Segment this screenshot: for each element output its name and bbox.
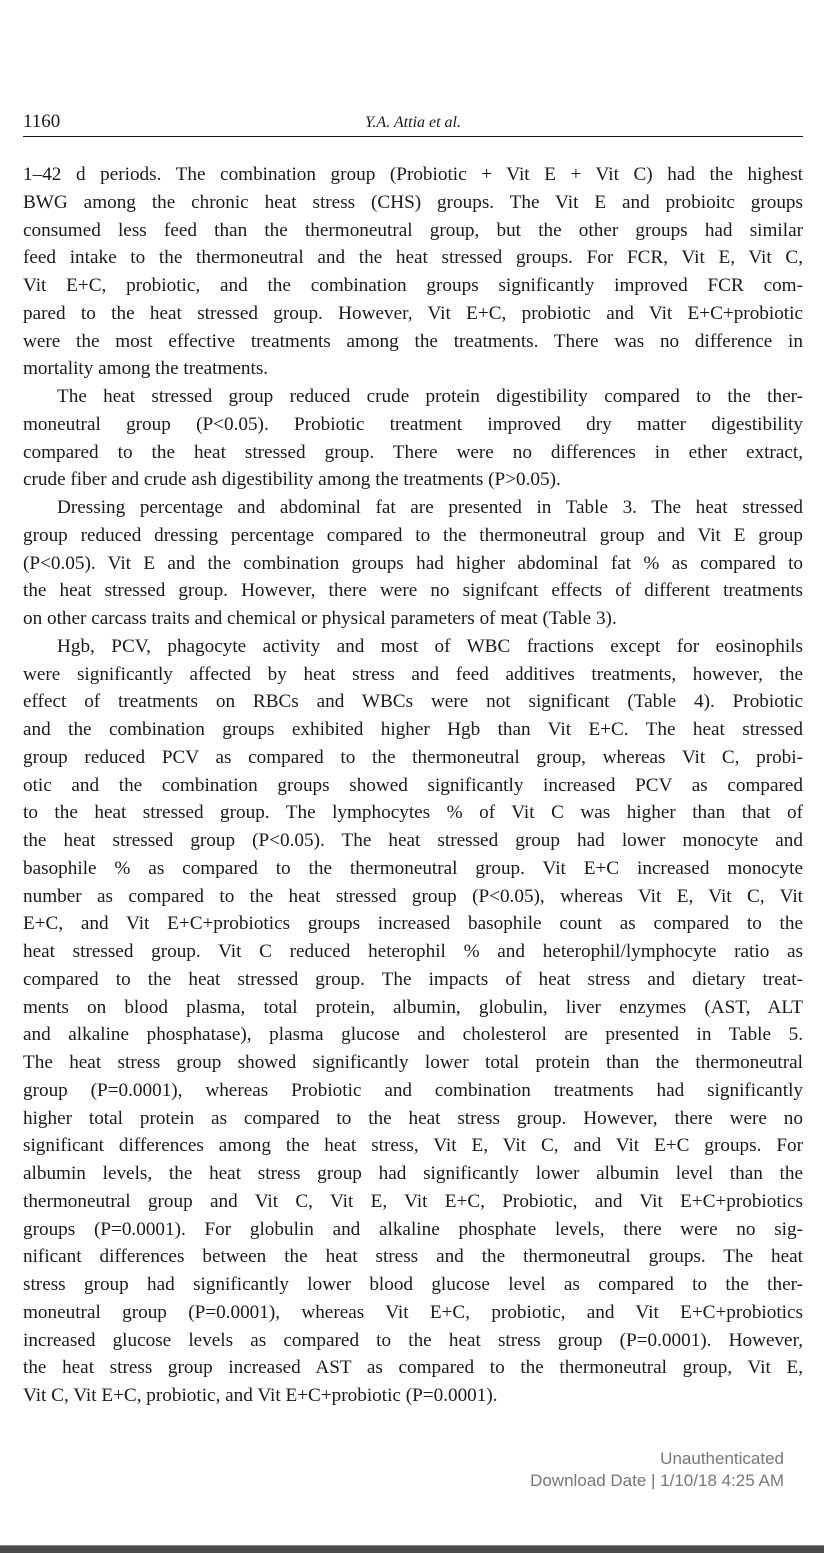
text-line: group reduced dressing percentage compared to the thermoneutral group and Vit E group: [23, 524, 803, 546]
watermark-download-date: Download Date | 1/10/18 4:25 AM: [530, 1471, 784, 1490]
text-line: 1–42 d periods. The combination group (Probiotic + Vit E + Vit C) had the highest: [23, 164, 803, 185]
page-header: [23, 110, 803, 137]
text-line: significant differences among the heat stress, Vit E, Vit C, and Vit E+C groups. For: [23, 1135, 803, 1157]
running-head: Y.A. Attia et al.: [364, 114, 461, 131]
page-number: 1160: [23, 111, 61, 132]
text-line: the heat stressed group. However, there were no signifcant effects of different treatments: [23, 580, 803, 602]
text-line: the heat stressed group (P<0.05). The heat stressed group had lower monocyte and: [23, 830, 803, 851]
watermark-auth-status: Unauthenticated: [660, 1449, 784, 1468]
text-line: Vit E+C, probiotic, and the combination groups significantly improved FCR com-: [23, 275, 803, 296]
text-line: Dressing percentage and abdominal fat are presented in Table 3. The heat stressed: [57, 497, 803, 518]
text-line: were the most effective treatments among the treatments. There was no difference in: [23, 330, 803, 352]
text-line: group (P=0.0001), whereas Probiotic and combination treatments had significantly: [23, 1079, 803, 1101]
text-line: moneutral group (P<0.05). Probiotic treatment improved dry matter digestibility: [23, 413, 803, 435]
paragraph: [23, 161, 803, 383]
text-line: mortality among the treatments.: [23, 358, 269, 380]
text-line: Hgb, PCV, phagocyte activity and most of WBC fractions except for eosinophils: [57, 635, 803, 657]
text-line: and alkaline phosphatase), plasma glucose and cholesterol are presented in Table 5.: [23, 1024, 803, 1046]
text-line: thermoneutral group and Vit C, Vit E, Vit E+C, Probiotic, and Vit E+C+probiotics: [23, 1190, 803, 1212]
text-line: pared to the heat stressed group. However, Vit E+C, probiotic and Vit E+C+probiotic: [23, 302, 803, 324]
text-line: number as compared to the heat stressed group (P<0.05), whereas Vit E, Vit C, Vit: [23, 885, 803, 907]
text-line: group reduced PCV as compared to the thermoneutral group, whereas Vit C, probi-: [23, 746, 803, 768]
text-line: were significantly affected by heat stress and feed additives treatments, however, the: [23, 663, 803, 685]
text-line: groups (P=0.0001). For globulin and alkaline phosphate levels, there were no sig-: [23, 1218, 803, 1240]
text-line: the heat stress group increased AST as compared to the thermoneutral group, Vit E,: [23, 1357, 803, 1379]
text-line: higher total protein as compared to the heat stress group. However, there were no: [23, 1107, 803, 1129]
text-line: stress group had significantly lower blood glucose level as compared to the ther-: [23, 1274, 803, 1295]
text-line: moneutral group (P=0.0001), whereas Vit E+C, probiotic, and Vit E+C+probiotics: [23, 1301, 803, 1323]
download-watermark: [530, 1448, 784, 1492]
paragraph: [23, 383, 803, 494]
text-line: The heat stress group showed significantly lower total protein than the thermoneutral: [23, 1052, 803, 1073]
text-line: feed intake to the thermoneutral and the heat stressed groups. For FCR, Vit E, Vit C,: [23, 247, 803, 269]
text-line: otic and the combination groups showed significantly increased PCV as compared: [23, 774, 803, 796]
text-line: effect of treatments on RBCs and WBCs were not significant (Table 4). Probiotic: [23, 691, 803, 713]
text-line: E+C, and Vit E+C+probiotics groups increased basophile count as compared to the: [23, 913, 803, 935]
text-line: increased glucose levels as compared to the heat stress group (P=0.0001). However,: [23, 1329, 803, 1351]
text-line: on other carcass traits and chemical or physical parameters of meat (Table 3).: [23, 608, 617, 629]
paragraph: [23, 633, 803, 1410]
text-line: Vit C, Vit E+C, probiotic, and Vit E+C+probiotic (P=0.0001).: [23, 1385, 498, 1406]
text-line: (P<0.05). Vit E and the combination groups had higher abdominal fat % as compared to: [23, 552, 803, 574]
paragraph: [23, 494, 803, 633]
text-line: crude fiber and crude ash digestibility among the treatments (P>0.05).: [23, 469, 561, 491]
body-text: [23, 161, 803, 1410]
text-line: The heat stressed group reduced crude protein digestibility compared to the ther-: [57, 386, 803, 407]
text-line: to the heat stressed group. The lymphocytes % of Vit C was higher than that of: [23, 802, 803, 824]
text-line: ments on blood plasma, total protein, albumin, globulin, liver enzymes (AST, ALT: [23, 996, 803, 1018]
text-line: consumed less feed than the thermoneutral group, but the other groups had similar: [23, 219, 803, 241]
text-line: basophile % as compared to the thermoneutral group. Vit E+C increased monocyte: [23, 857, 803, 879]
bottom-bar: [0, 1545, 824, 1553]
text-line: compared to the heat stressed group. There were no differences in ether extract,: [23, 441, 803, 463]
text-line: albumin levels, the heat stress group had significantly lower albumin level than the: [23, 1163, 803, 1184]
text-line: and the combination groups exhibited higher Hgb than Vit E+C. The heat stressed: [23, 719, 803, 740]
text-line: compared to the heat stressed group. The impacts of heat stress and dietary treat-: [23, 968, 803, 990]
text-line: heat stressed group. Vit C reduced heterophil % and heterophil/lymphocyte ratio as: [23, 941, 803, 962]
text-line: BWG among the chronic heat stress (CHS) groups. The Vit E and probioitc groups: [23, 191, 803, 213]
text-line: nificant differences between the heat stress and the thermoneutral groups. The heat: [23, 1246, 803, 1268]
